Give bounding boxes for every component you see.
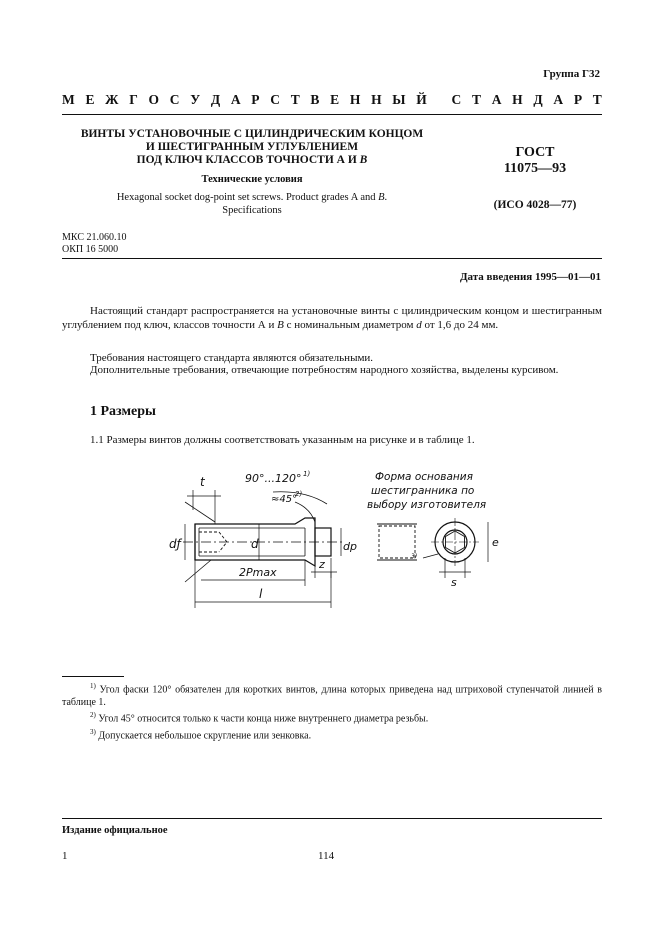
banner-letter: А [491, 92, 502, 107]
banner-letter: Н [371, 92, 382, 107]
banner-letter: В [310, 92, 320, 107]
drawing-cap2: шестигранника по [371, 485, 475, 497]
section-paragraph: 1.1 Размеры винтов должны соответствовать указанным на рисунке и в таблице 1. [90, 434, 475, 446]
banner-letter: Т [592, 92, 602, 107]
banner-letter: Е [85, 92, 95, 107]
english-title: Hexagonal socket dog-point set screws. Product grades A and B. Specifications [116, 192, 388, 216]
banner-letter: О [148, 92, 160, 107]
document-subtitle: Технические условия [201, 174, 303, 185]
banner-letter: Н [512, 92, 523, 107]
standard-banner [62, 92, 602, 108]
drawing-lbl-45-note: 2) [295, 490, 303, 498]
title-line-3: ПОД КЛЮЧ КЛАССОВ ТОЧНОСТИ А И В [136, 154, 368, 166]
banner-letter: Г [129, 92, 138, 107]
title-block [62, 128, 442, 217]
banner-letter: Т [472, 92, 482, 107]
drawing-lbl-note3: 3) [411, 553, 418, 560]
mks-code: МКС 21.060.10 [62, 232, 127, 243]
okp-code: ОКП 16 5000 [62, 244, 119, 255]
effective-date: Дата введения 1995—01—01 [459, 271, 601, 283]
banner-letter: А [230, 92, 241, 107]
screw-drawing [155, 462, 515, 617]
banner-letter: Р [573, 92, 583, 107]
banner-letter: С [451, 92, 462, 107]
footnote-1: $^{1)}$ Угол фаски 120° обязателен для коротких винтов, длина которых приведена над штриховой ступенчатой линией в таблице 1. [62, 682, 602, 708]
drawing-lbl-45: ≈45° [271, 494, 298, 505]
footnote-3: $^{3)}$ Допускается небольшое скругление или зенковка. [90, 728, 312, 742]
drawing-lbl-e: e [492, 536, 499, 549]
drawing-lbl-angle-note: 1) [303, 470, 311, 478]
banner-letter: Й [416, 92, 427, 107]
group-code: Группа Г32 [543, 68, 600, 80]
iso-reference: (ИСО 4028—77) [493, 199, 577, 211]
footnote-rule [62, 676, 124, 677]
banner-letter: Ы [392, 92, 406, 107]
banner-letter: Р [251, 92, 260, 107]
gost-number: 11075—93 [503, 161, 567, 176]
official-edition: Издание официальное [62, 825, 168, 836]
banner-letter: Н [349, 92, 361, 107]
drawing-cap1: Форма основания [375, 471, 473, 483]
banner-letter: Д [533, 92, 543, 107]
drawing-lbl-d: d [251, 537, 259, 551]
gost-block [470, 145, 600, 211]
banner-letter: А [553, 92, 564, 107]
drawing-lbl-2p: 2Pmax [239, 566, 277, 579]
gost-label: ГОСТ [515, 145, 555, 160]
footnote-2: $^{2)}$ Угол 45° относится только к части конца ниже внутреннего диаметра резьбы. [90, 711, 429, 725]
banner-letter: С [270, 92, 280, 107]
drawing-lbl-z: z [319, 558, 325, 571]
intro-paragraph-3: Дополнительные требования, отвечающие потребностям народного хозяйства, выделены курсивом. [90, 364, 559, 376]
intro-paragraph-2: Требования настоящего стандарта являются обязательными. [90, 352, 374, 364]
banner-letter [437, 92, 440, 108]
page-number-left: 1 [62, 850, 68, 862]
title-line-2: И ШЕСТИГРАННЫМ УГЛУБЛЕНИЕМ [145, 141, 359, 153]
banner-letter: Д [210, 92, 221, 107]
classification-codes [62, 232, 126, 256]
title-line-1: ВИНТЫ УСТАНОВОЧНЫЕ С ЦИЛИНДРИЧЕСКИМ КОНЦОМ [80, 128, 424, 140]
page-number-center: 114 [318, 850, 335, 862]
document-title [62, 128, 442, 167]
drawing-lbl-t: t [200, 475, 205, 489]
banner-letter: Е [330, 92, 340, 107]
banner-letter: У [190, 92, 201, 107]
intro-paragraph-1: Настоящий стандарт распространяется на установочные винты с цилиндрическим концом и шестигранным углублением под ключ, классов точности А и В с номинальным диаметром d от 1,6 до 24 мм. [62, 305, 602, 331]
drawing-cap3: выбору изготовителя [367, 499, 487, 511]
drawing-lbl-df: dƒ [169, 537, 181, 551]
section-heading: 1 Размеры [90, 404, 156, 419]
header-rule [62, 114, 602, 115]
banner-letter: С [169, 92, 180, 107]
drawing-lbl-s: s [451, 576, 457, 589]
footer-rule [62, 818, 602, 819]
banner-letter: Т [290, 92, 300, 107]
banner-letter: М [62, 92, 75, 107]
drawing-lbl-angle: 90°...120° [245, 472, 302, 485]
footnotes [62, 680, 602, 743]
drawing-lbl-dp: dp [343, 540, 357, 553]
drawing-lbl-l: l [259, 587, 263, 601]
banner-letter: Ж [105, 92, 119, 107]
codes-rule [62, 258, 602, 259]
